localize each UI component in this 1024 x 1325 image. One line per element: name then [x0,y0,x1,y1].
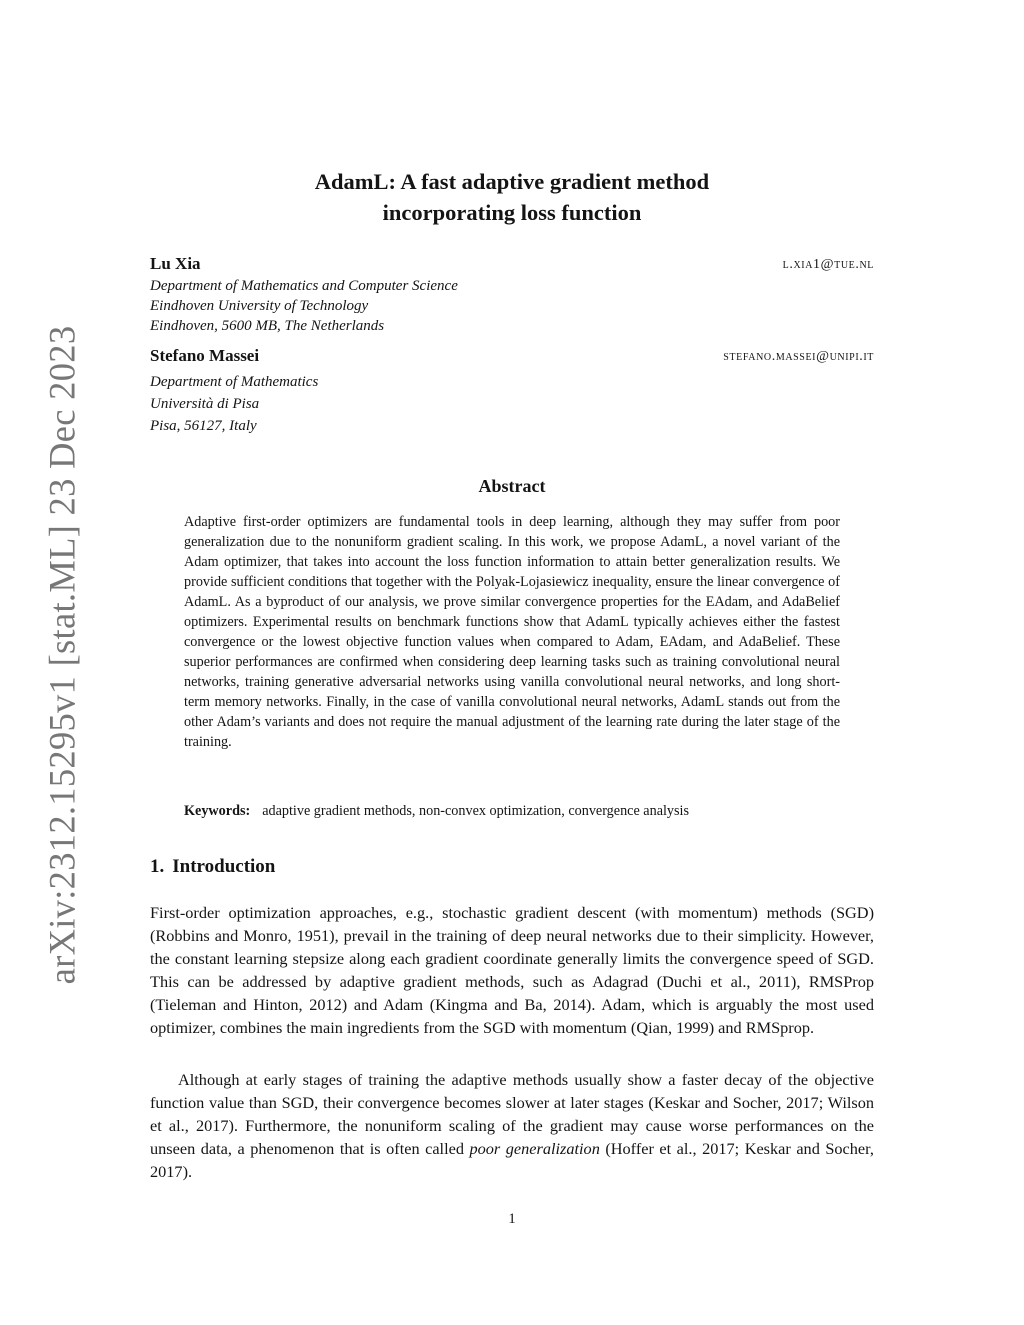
author-affiliation-2 [150,371,318,437]
title-line-1: AdamL: A fast adaptive gradient method [314,169,710,194]
paper-title [150,166,874,228]
author-email-2[interactable]: stefano.massei@unipi.it [723,349,874,364]
paragraph-text: (Hoffer et al., 2017; Keskar and Socher, 2017). [150,1139,874,1181]
affiliation-line: Eindhoven University of Technology [150,298,369,314]
affiliation-line: Department of Mathematics [150,374,319,390]
section-title: Introduction [172,856,276,877]
author-name-2: Stefano Massei [150,346,260,365]
title-line-2: incorporating loss function [382,200,642,225]
page-number: 1 [508,1211,516,1227]
emphasis-term: poor generalization [469,1139,600,1158]
paragraph-text: Although at early stages of training the adaptive methods usually show a faster decay of the objective function value than SGD, their convergence becomes slower at later stages (Keskar and Socher, 2017; Wilson et al., 2017). Furthermore, the nonuniform scaling of the gradient may cause worse performances on the unseen data, a phenomenon that is often called [150,1070,874,1158]
abstract-body: Adaptive first-order optimizers are fundamental tools in deep learning, although they may suffer from poor generalization due to the nonuniform gradient scaling. In this work, we propose AdamL, a novel variant of the Adam optimizer, that takes into account the loss function information to attain better generalization results. We provide sufficient conditions that together with the Polyak-Lojasiewicz inequality, ensure the linear convergence of AdamL. As a byproduct of our analysis, we prove similar convergence properties for the EAdam, and AdaBelief optimizers. Experimental results on benchmark functions show that AdamL typically achieves either the fastest convergence or the lowest objective function values when compared to Adam, EAdam, and AdaBelief. These superior performances are confirmed when considering deep learning tasks such as training convolutional neural networks, training generative adversarial networks using vanilla convolutional neural networks, and long short-term memory networks. Finally, in the case of vanilla convolutional neural networks, AdamL stands out from the other Adam’s variants and does not require the manual adjustment of the learning rate during the later stage of the training. [184,514,840,750]
section-heading-introduction [150,856,275,878]
affiliation-line: Eindhoven, 5600 MB, The Netherlands [150,318,385,334]
keywords-label: Keywords: [184,803,251,819]
keywords [184,801,840,821]
intro-paragraph-2 [150,1068,874,1183]
keywords-text: adaptive gradient methods, non-convex optimization, convergence analysis [262,803,690,819]
author-affiliation-1 [150,276,458,336]
affiliation-line: Department of Mathematics and Computer Science [150,278,458,294]
affiliation-line: Pisa, 56127, Italy [150,418,257,434]
abstract-heading: Abstract [478,476,546,496]
affiliation-line: Università di Pisa [150,396,260,412]
intro-paragraph-1: First-order optimization approaches, e.g., stochastic gradient descent (with momentum) methods (SGD) (Robbins and Monro, 1951), prevail in the training of deep neural networks due to their simplicity. However, the constant learning stepsize along each gradient coordinate generally limits the convergence speed of SGD. This can be addressed by adaptive gradient methods, such as Adagrad (Duchi et al., 2011), RMSProp (Tieleman and Hinton, 2012) and Adam (Kingma and Ba, 2014). Adam, which is arguably the most used optimizer, combines the main ingredients from the SGD with momentum (Qian, 1999) and RMSprop. [150,903,874,1037]
section-number: 1. [150,856,165,877]
author-name-1: Lu Xia [150,254,201,273]
author-email-1[interactable]: l.xia1@tue.nl [782,257,874,272]
arxiv-identifier: arXiv:2312.15295v1 [stat.ML] 23 Dec 2023 [41,325,83,985]
